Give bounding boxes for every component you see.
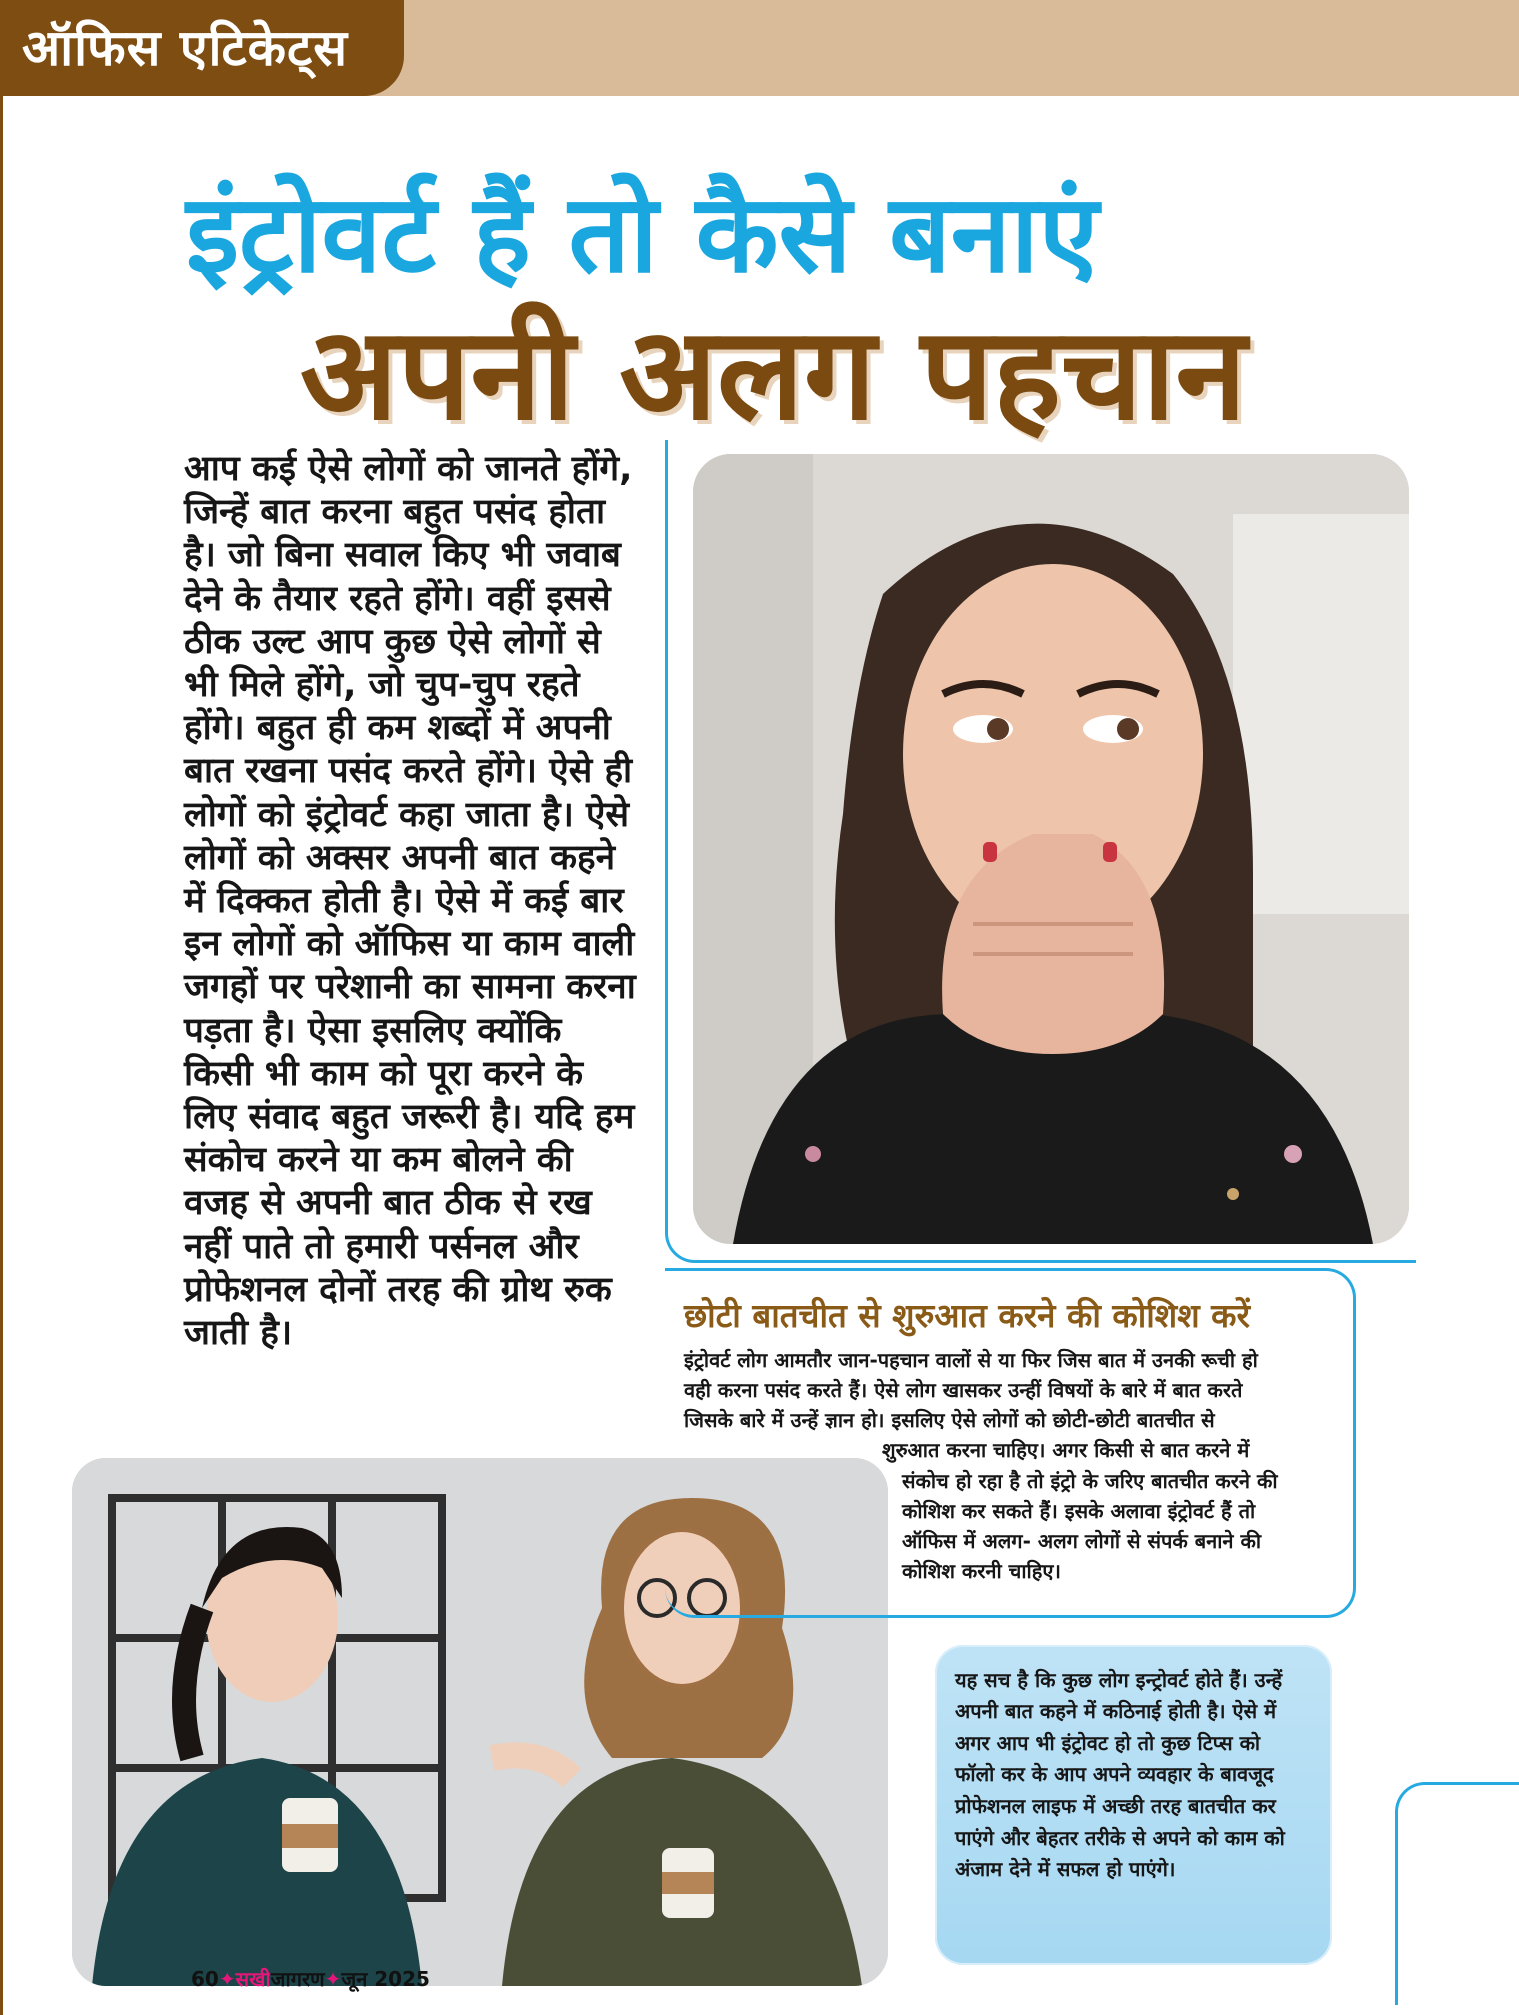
summary-line: फॉलो कर के आप अपने व्यवहार के बावजूद bbox=[955, 1762, 1274, 1786]
tip-line: इंट्रोवर्ट लोग आमतौर जान-पहचान वालों से या फिर जिस बात में उनकी रूची हो bbox=[684, 1348, 1258, 1372]
tip-line: ऑफिस में अलग- अलग लोगों से संपर्क बनाने की bbox=[902, 1529, 1262, 1553]
section-label: ऑफिस एटिकेट्स bbox=[0, 0, 404, 96]
tip-line: वही करना पसंद करते हैं। ऐसे लोग खासकर उन्हीं विषयों के बारे में बात करते bbox=[684, 1378, 1243, 1402]
headline-line-1: इंट्रोवर्ट हैं तो कैसे बनाएं bbox=[186, 172, 1099, 297]
headline-line-2: अपनी अलग पहचान bbox=[300, 300, 1247, 449]
brand-bold: सखी bbox=[235, 1967, 271, 1991]
summary-line: पाएंगे और बेहतर तरीके से अपने को काम को bbox=[955, 1826, 1285, 1850]
tip-line: कोशिश करनी चाहिए। bbox=[902, 1559, 1061, 1583]
intro-paragraph: आप कई ऐसे लोगों को जानते होंगे, जिन्हें बात करना बहुत पसंद होता है। जो बिना सवाल किए भी जवाब देने के तैयार रहते होंगे। वहीं इससे ठीक उल्ट आप कुछ ऐसे लोगों से भी मिले होंगे, जो चुप-चुप रहते होंगे। बहुत ही कम शब्दों में अपनी बात रखना पसंद करते होंगे। ऐसे ही लोगों को इंट्रोवर्ट कहा जाता है। ऐसे लोगों को अक्सर अपनी बात कहने में दिक्कत होती है। ऐसे में कई बार इन लोगों को ऑफिस या काम वाली जगहों पर परेशानी का सामना करना पड़ता है। ऐसा इसलिए क्योंकि किसी भी काम को पूरा करने के लिए संवाद बहुत जरूरी है। यदि हम संकोच करने या कम बोलने की वजह से अपनी बात ठीक से रख नहीं पाते तो हमारी पर्सनल और प्रोफेशनल दोनों तरह की ग्रोथ रुक जाती है। bbox=[184, 449, 636, 1354]
tip-line: शुरुआत करना चाहिए। अगर किसी से बात करने में bbox=[882, 1438, 1250, 1462]
page-border bbox=[0, 96, 3, 2015]
tip-line: जिसके बारे में उन्हें ज्ञान हो। इसलिए ऐसे लोगों को छोटी-छोटी बातचीत से bbox=[684, 1408, 1215, 1432]
summary-line: प्रोफेशनल लाइफ में अच्छी तरह बातचीत कर bbox=[955, 1794, 1276, 1818]
page-footer bbox=[191, 1965, 430, 1992]
portrait-photo bbox=[693, 454, 1409, 1244]
summary-frame-line bbox=[1395, 1782, 1519, 2005]
star-icon: ✦ bbox=[218, 1967, 236, 1991]
tip-line: कोशिश कर सकते हैं। इसके अलावा इंट्रोवर्ट हैं तो bbox=[902, 1499, 1256, 1523]
brand-rest: जागरण bbox=[270, 1967, 325, 1991]
summary-box bbox=[935, 1645, 1332, 1965]
star-icon: ✦ bbox=[324, 1967, 342, 1991]
summary-line: यह सच है कि कुछ लोग इन्ट्रोवर्ट होते हैं। उन्हें bbox=[955, 1668, 1283, 1692]
portrait-illustration bbox=[693, 454, 1409, 1244]
tip-line: संकोच हो रहा है तो इंट्रो के जरिए बातचीत करने की bbox=[902, 1469, 1278, 1493]
tip-heading: छोटी बातचीत से शुरुआत करने की कोशिश करें bbox=[684, 1296, 1251, 1335]
summary-line: अंजाम देने में सफल हो पाएंगे। bbox=[955, 1857, 1176, 1881]
summary-line: अपनी बात कहने में कठिनाई होती है। ऐसे में bbox=[955, 1699, 1277, 1723]
summary-line: अगर आप भी इंट्रोवट हो तो कुछ टिप्स को bbox=[955, 1731, 1261, 1755]
issue-date: जून 2025 bbox=[341, 1967, 430, 1991]
page-number: 60 bbox=[191, 1967, 219, 1991]
